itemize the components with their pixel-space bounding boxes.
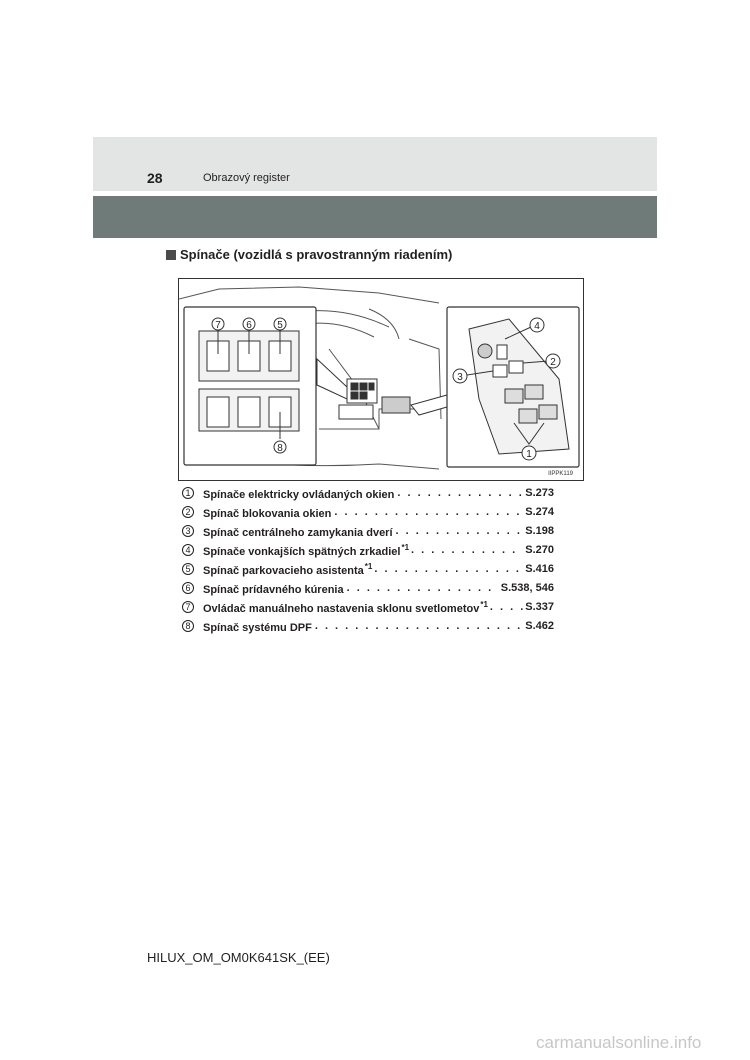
mirror-fold-switch: [497, 345, 507, 359]
callout-8: 8: [277, 443, 283, 454]
item-number: 7: [182, 601, 194, 613]
list-item[interactable]: [182, 598, 554, 616]
window-switch-4: [539, 405, 557, 419]
dash-top-line: [179, 287, 439, 303]
callout-7: 7: [215, 320, 221, 331]
item-label: Spínač centrálneho zamykania dverí: [203, 526, 393, 539]
window-switch-2: [525, 385, 543, 399]
list-item[interactable]: [182, 484, 554, 502]
item-label: Spínač prídavného kúrenia: [203, 583, 344, 596]
page-reference[interactable]: S.462: [525, 620, 554, 632]
title-band: [93, 196, 657, 238]
item-label: Spínače elektricky ovládaných okien: [203, 488, 395, 501]
blank-switch-2: [238, 397, 260, 427]
leader-dots: [397, 487, 523, 499]
item-note: *1: [364, 561, 373, 571]
lower-switch-block: [339, 405, 373, 419]
leader-dots: [374, 563, 523, 575]
item-text: [203, 486, 395, 501]
center-switch-4: [351, 392, 358, 399]
leader-dots: [490, 601, 523, 613]
item-text: [203, 581, 345, 596]
page-reference[interactable]: S.538, 546: [500, 582, 554, 594]
item-number: 5: [182, 563, 194, 575]
page-reference[interactable]: S.337: [525, 601, 554, 613]
callout-2: 2: [550, 357, 556, 368]
list-item[interactable]: [182, 617, 554, 635]
item-number: 4: [182, 544, 194, 556]
item-label: Ovládač manuálneho nastavenia sklonu svetlometov: [203, 602, 480, 615]
item-number: 6: [182, 582, 194, 594]
door-lock-switch: [493, 365, 507, 377]
list-item[interactable]: [182, 522, 554, 540]
item-label: Spínač systému DPF: [203, 621, 312, 634]
callout-5: 5: [277, 320, 283, 331]
center-switch-1: [351, 383, 358, 390]
right-inset: [447, 307, 579, 467]
leader-dots: [334, 506, 523, 518]
center-switch-5: [360, 392, 367, 399]
section-title-text: Spínače (vozidlá s pravostranným riadením): [180, 247, 453, 262]
page-reference[interactable]: S.198: [525, 525, 554, 537]
leader-dots: [411, 544, 523, 556]
callout-4: 4: [534, 321, 540, 332]
page-reference[interactable]: S.270: [525, 544, 554, 556]
dashboard-drawing: [179, 279, 584, 481]
item-number: 8: [182, 620, 194, 632]
item-note: *1: [401, 542, 410, 552]
switches-illustration: [178, 278, 584, 481]
item-text: [203, 619, 313, 634]
page-number: 28: [147, 170, 163, 186]
item-number: 2: [182, 506, 194, 518]
mirror-knob: [478, 344, 492, 358]
leader-dots: [315, 620, 523, 632]
leader-dots: [396, 525, 524, 537]
door-switch-block: [382, 397, 410, 413]
item-label: Spínač blokovania okien: [203, 507, 332, 520]
section-title: [166, 247, 452, 262]
list-item[interactable]: [182, 579, 554, 597]
list-item[interactable]: [182, 560, 554, 578]
callout-6: 6: [246, 320, 252, 331]
item-text: [203, 543, 409, 558]
leader-dots: [347, 582, 499, 594]
figure-code: IIPPK119: [548, 471, 573, 477]
window-switch-1: [505, 389, 523, 403]
item-label: Spínače vonkajších spätných zrkadiel: [203, 545, 401, 558]
left-zoom-connector: [317, 359, 347, 399]
square-bullet-icon: [166, 250, 176, 260]
header-bar: [93, 137, 657, 191]
item-text: [203, 524, 394, 539]
list-item[interactable]: [182, 541, 554, 559]
page-reference[interactable]: S.273: [525, 487, 554, 499]
vent-outline: [369, 309, 399, 339]
item-number: 3: [182, 525, 194, 537]
list-item[interactable]: [182, 503, 554, 521]
center-switch-3: [369, 383, 374, 390]
left-inset: [184, 307, 316, 465]
footer-code: HILUX_OM_OM0K641SK_(EE): [147, 950, 330, 965]
section-name: Obrazový register: [203, 172, 290, 184]
item-note: *1: [480, 599, 488, 609]
callout-3: 3: [457, 372, 463, 383]
item-label: Spínač parkovacieho asistenta: [203, 564, 364, 577]
blank-switch-1: [207, 397, 229, 427]
window-switch-3: [519, 409, 537, 423]
watermark: carmanualsonline.info: [536, 1033, 702, 1052]
item-text: [203, 562, 372, 577]
item-text: [203, 505, 332, 520]
item-text: [203, 600, 488, 615]
right-zoom-connector: [411, 395, 447, 415]
page-reference[interactable]: S.416: [525, 563, 554, 575]
window-lock-switch: [509, 361, 523, 373]
callout-1: 1: [526, 449, 532, 460]
page-reference[interactable]: S.274: [525, 506, 554, 518]
center-switch-2: [360, 383, 367, 390]
item-number: 1: [182, 487, 194, 499]
